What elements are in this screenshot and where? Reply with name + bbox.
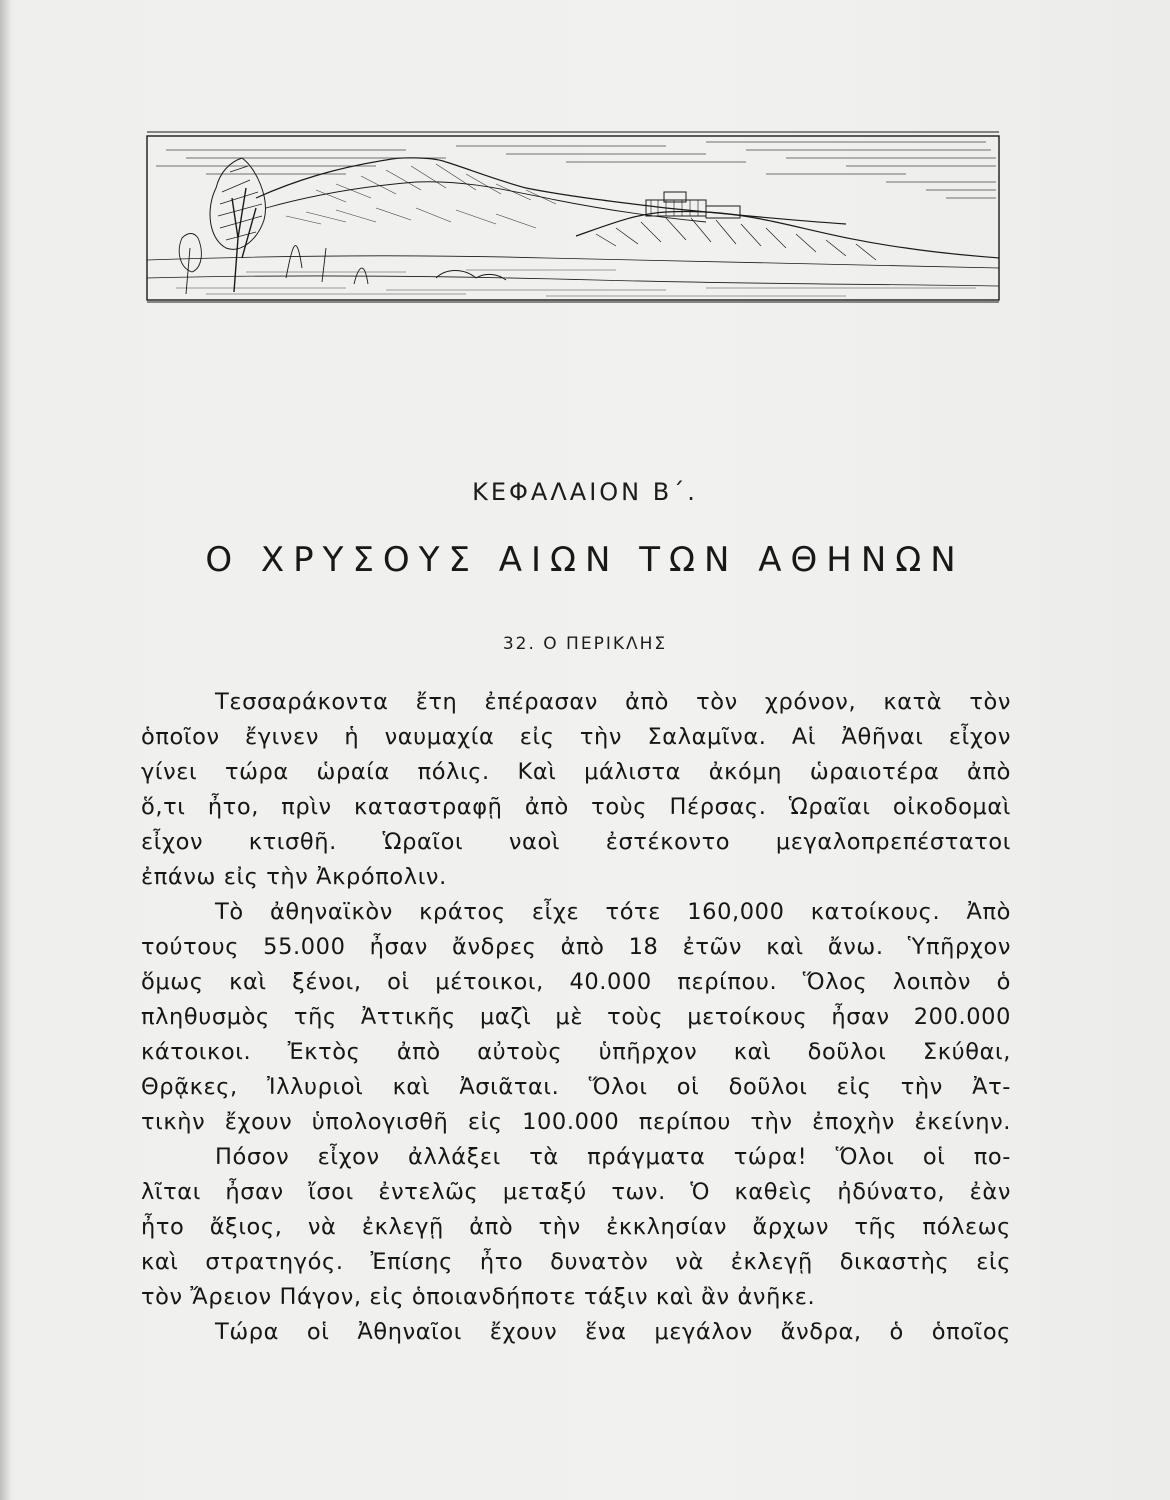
text-line: τὸν Ἄρειον Πάγον, εἰς ὁποιανδήποτε τάξιν καὶ ἂν ἀνῆκε. bbox=[141, 1284, 816, 1310]
text-line: Πόσον εἶχον ἀλλάξει τὰ πράγματα τώρα! Ὅλοι οἱ πο- bbox=[215, 1144, 1011, 1170]
text-line: τούτους 55.000 ἦσαν ἄνδρες ἀπὸ 18 ἐτῶν καὶ ἄνω. Ὑπῆρχον bbox=[141, 934, 1011, 960]
text-line: Θρᾷκες, Ἰλλυριοὶ καὶ Ἀσιᾶται. Ὅλοι οἱ δοῦλοι εἰς τὴν Ἀτ- bbox=[141, 1074, 1011, 1100]
text-line: Τὸ ἀθηναϊκὸν κράτος εἶχε τότε 160,000 κατοίκους. Ἀπὸ bbox=[215, 899, 1011, 925]
text-line: ἐπάνω εἰς τὴν Ἀκρόπολιν. bbox=[141, 864, 447, 890]
chapter-heading: ΚΕΦΑΛΑΙΟΝ Β΄. bbox=[472, 478, 698, 506]
text-line: ὁποῖον ἔγινεν ἡ ναυμαχία εἰς τὴν Σαλαμῖνα. Αἱ Ἀθῆναι εἶχον bbox=[141, 724, 1011, 750]
text-line: γίνει τώρα ὡραία πόλις. Καὶ μάλιστα ἀκόμη ὡραιοτέρα ἀπὸ bbox=[141, 759, 1011, 785]
page-edge bbox=[0, 0, 10, 1500]
text-line: καὶ στρατηγός. Ἐπίσης ἦτο δυνατὸν νὰ ἐκλεγῇ δικαστὴς εἰς bbox=[141, 1249, 1011, 1275]
text-line: Τώρα οἱ Ἀθηναῖοι ἔχουν ἕνα μεγάλον ἄνδρα, ὁ ὁποῖος bbox=[215, 1319, 1011, 1345]
text-line: ἦτο ἄξιος, νὰ ἐκλεγῇ ἀπὸ τὴν ἐκκλησίαν ἄρχων τῆς πόλεως bbox=[141, 1214, 1011, 1240]
text-line: λῖται ἦσαν ἴσοι ἐντελῶς μεταξύ των. Ὁ καθεὶς ἠδύνατο, ἐὰν bbox=[141, 1179, 1011, 1205]
landscape-engraving-illustration bbox=[146, 128, 1000, 304]
section-heading: 32. Ο ΠΕΡΙΚΛΗΣ bbox=[502, 634, 668, 654]
chapter-title: Ο ΧΡΥΣΟΥΣ ΑΙΩΝ ΤΩΝ ΑΘΗΝΩΝ bbox=[205, 540, 965, 580]
text-line: πληθυσμὸς τῆς Ἀττικῆς μαζὶ μὲ τοὺς μετοίκους ἦσαν 200.000 bbox=[141, 1004, 1011, 1030]
text-line: Τεσσαράκοντα ἔτη ἐπέρασαν ἀπὸ τὸν χρόνον, κατὰ τὸν bbox=[215, 689, 1011, 715]
text-line: ὅμως καὶ ξένοι, οἱ μέτοικοι, 40.000 περίπου. Ὅλος λοιπὸν ὁ bbox=[141, 969, 1011, 995]
text-line: κάτοικοι. Ἐκτὸς ἀπὸ αὐτοὺς ὑπῆρχον καὶ δοῦλοι Σκύθαι, bbox=[141, 1039, 1011, 1065]
text-line: ὅ,τι ἦτο, πρὶν καταστραφῇ ἀπὸ τοὺς Πέρσας. Ὡραῖαι οἰκοδομαὶ bbox=[141, 794, 1011, 820]
text-line: εἶχον κτισθῆ. Ὡραῖοι ναοὶ ἐστέκοντο μεγαλοπρεπέστατοι bbox=[141, 829, 1011, 855]
text-line: τικὴν ἔχουν ὑπολογισθῆ εἰς 100.000 περίπου τὴν ἐποχὴν ἐκείνην. bbox=[141, 1109, 1011, 1135]
